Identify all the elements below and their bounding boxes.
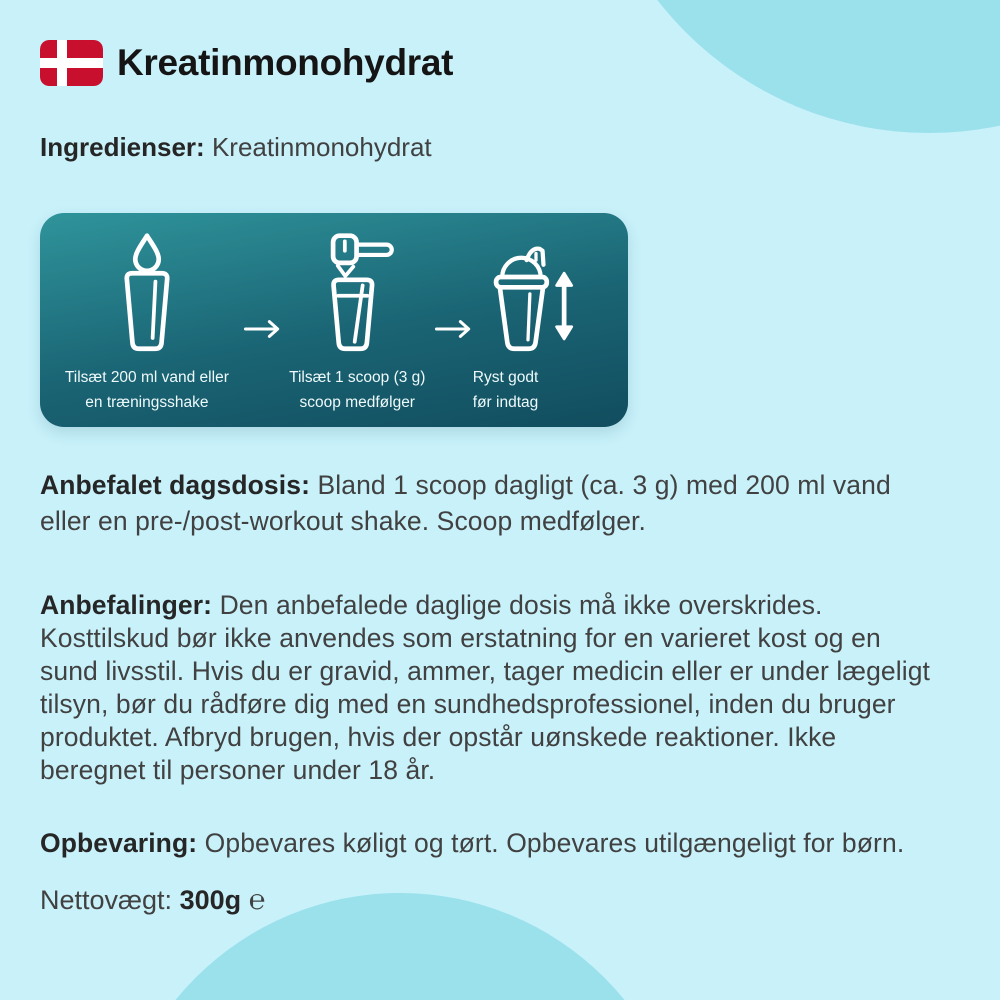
recommendations-text: Den anbefalede daglige dosis må ikke overskrides. Kosttilskud bør ikke anvendes som erstatning for en varieret kost og en sund livsstil. Hvis du er gravid, ammer, tager medicin eller er under lægeligt tilsyn, bør du rådføre dig med en sundhedsprofessionel, inden du bruger produktet. Afbryd brugen, hvis der opstår uønskede reaktioner. Ikke beregnet til personer under 18 år. xyxy=(40,590,931,785)
storage-text: Opbevares køligt og tørt. Opbevares utilgængeligt for børn. xyxy=(204,828,905,858)
ingredients-line xyxy=(40,132,960,163)
glass-scoop-icon xyxy=(304,229,411,353)
ingredients-label: Ingredienser: xyxy=(40,132,205,162)
denmark-flag-icon xyxy=(40,40,103,86)
net-weight-line xyxy=(40,884,960,916)
header xyxy=(40,0,960,86)
ingredients-value: Kreatinmonohydrat xyxy=(211,132,432,162)
shaker-icon xyxy=(473,229,583,353)
dosage-paragraph xyxy=(40,467,930,539)
dosage-text: Bland 1 scoop dagligt (ca. 3 g) med 200 ml vand eller en pre-/post-workout shake. Scoop medfølger. xyxy=(40,470,891,536)
dosage-label: Anbefalet dagsdosis: xyxy=(40,470,310,500)
glass-water-droplet-icon xyxy=(99,229,195,353)
net-weight-value: 300g xyxy=(179,885,242,915)
storage-label: Opbevaring: xyxy=(40,828,198,858)
recommendations-label: Anbefalinger: xyxy=(40,590,213,620)
arrow-right-icon xyxy=(242,229,282,343)
estimated-sign: ℮ xyxy=(248,884,266,915)
step-caption: Tilsæt 200 ml vand eller en træningsshake xyxy=(64,369,229,411)
storage-paragraph xyxy=(40,827,940,860)
arrow-right-icon xyxy=(433,229,473,343)
step-caption: Ryst godt før indtag xyxy=(472,369,539,411)
step-caption: Tilsæt 1 scoop (3 g) scoop medfølger xyxy=(289,369,426,411)
usage-step-1 xyxy=(52,229,242,415)
usage-step-2 xyxy=(282,229,433,415)
usage-step-3 xyxy=(473,229,618,415)
usage-instructions-card xyxy=(40,213,628,427)
net-weight-label: Nettovægt: xyxy=(40,885,173,915)
recommendations-paragraph xyxy=(40,589,940,787)
page-title: Kreatinmonohydrat xyxy=(117,42,454,83)
